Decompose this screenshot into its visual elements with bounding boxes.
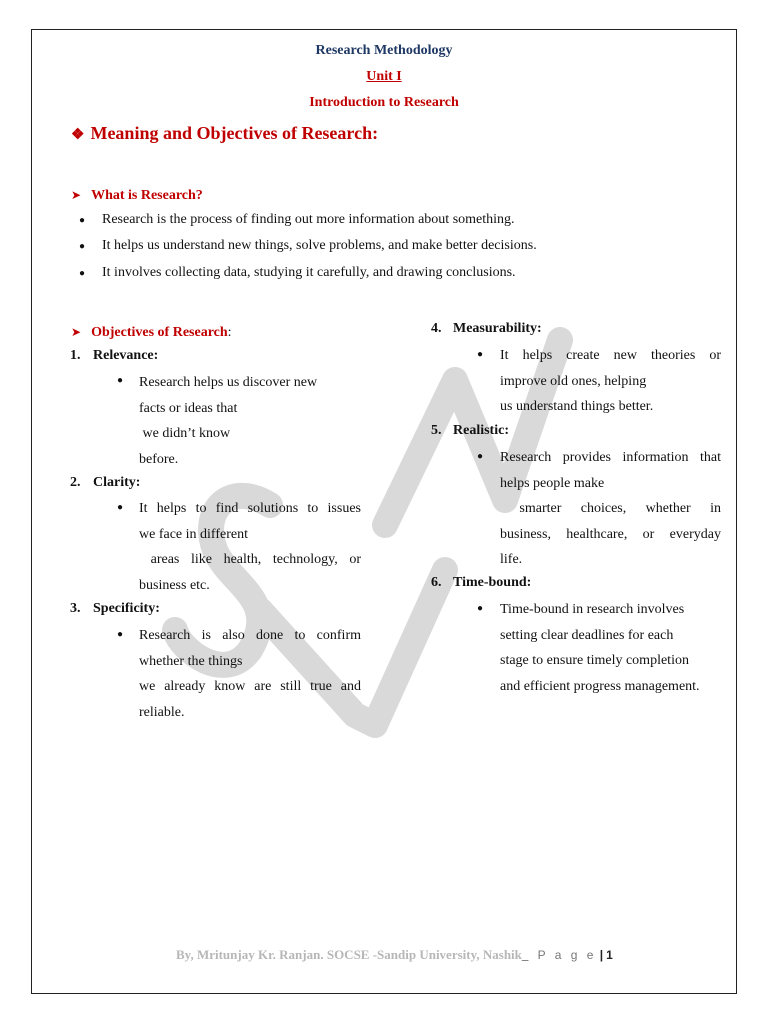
footer-underscore: _ xyxy=(521,947,529,962)
section-title xyxy=(71,123,378,144)
course-title: Research Methodology xyxy=(315,43,453,58)
text-line: stage to ensure timely completion xyxy=(500,653,689,668)
text-line: areas like health, technology, or xyxy=(139,552,361,567)
objective-body-clarity xyxy=(139,496,361,598)
bullet-dot-icon: ● xyxy=(117,375,124,386)
objective-heading-relevance xyxy=(70,348,159,364)
page-number: 1 xyxy=(606,948,613,962)
list-item-text: Research is the process of finding out more information about something. xyxy=(102,212,515,227)
page-separator: | xyxy=(599,948,604,962)
text-line: reliable. xyxy=(139,704,185,720)
objective-title: Time-bound: xyxy=(453,575,532,590)
objective-heading-specificity xyxy=(70,601,160,617)
objective-title: Relevance: xyxy=(93,348,159,363)
objective-number: 3. xyxy=(70,601,81,616)
text-line: and efficient progress management. xyxy=(500,678,700,694)
text-line: us understand things better. xyxy=(500,399,654,414)
text-line: facts or ideas that xyxy=(139,400,238,416)
text-line: we already know are still true and xyxy=(139,679,361,694)
text-line: life. xyxy=(500,552,523,567)
text-line: business, healthcare, or everyday xyxy=(500,526,721,542)
objective-number: 2. xyxy=(70,475,81,490)
text-line: we didn’t know xyxy=(139,426,231,441)
objective-heading-realistic xyxy=(431,423,509,439)
objective-heading-time-bound xyxy=(431,575,532,591)
unit-title: Unit I xyxy=(366,69,402,84)
bullet-dot-icon: ● xyxy=(477,451,484,462)
objective-number: 1. xyxy=(70,348,81,363)
text-line: helps people make xyxy=(500,475,605,491)
objectives-heading-text: Objectives of Research xyxy=(91,325,228,340)
text-line: Research provides information that xyxy=(500,450,721,465)
text-line: setting clear deadlines for each xyxy=(500,627,674,643)
objective-title: Measurability: xyxy=(453,321,542,336)
bullet-dot-icon: ● xyxy=(477,603,484,614)
arrow-bullet-icon: ➤ xyxy=(71,188,82,202)
text-line: It helps create new theories or xyxy=(500,348,721,363)
list-item-text: It involves collecting data, studying it carefully, and drawing conclusions. xyxy=(102,265,516,280)
objective-title: Realistic: xyxy=(453,423,509,438)
objective-number: 4. xyxy=(431,321,442,336)
objectives-heading-colon: : xyxy=(227,325,232,340)
text-line: business etc. xyxy=(139,577,210,593)
objective-number: 5. xyxy=(431,423,442,438)
topic-title: Introduction to Research xyxy=(309,95,459,110)
objective-body-specificity xyxy=(139,623,361,725)
text-line: It helps to find solutions to issues xyxy=(139,501,361,516)
bullet-dot-icon: ● xyxy=(79,268,86,279)
bullet-dot-icon: ● xyxy=(117,502,124,513)
text-line: whether the things xyxy=(139,653,243,669)
section-title-text: Meaning and Objectives of Research: xyxy=(90,123,379,143)
page-footer xyxy=(176,947,613,963)
arrow-bullet-icon: ➤ xyxy=(71,325,82,339)
text-line: we face in different xyxy=(139,526,248,542)
objectives-heading xyxy=(71,323,232,341)
objective-number: 6. xyxy=(431,575,442,590)
bullet-dot-icon: ● xyxy=(477,349,484,360)
what-is-heading xyxy=(71,186,203,204)
bullet-dot-icon: ● xyxy=(79,215,86,226)
bullet-dot-icon: ● xyxy=(117,629,124,640)
footer-author: By, Mritunjay Kr. Ranjan. SOCSE -Sandip University, Nashik xyxy=(176,947,522,962)
objective-body-relevance xyxy=(139,370,361,472)
what-is-heading-text: What is Research? xyxy=(91,188,203,203)
objective-body-time-bound xyxy=(500,597,724,699)
text-line: Research is also done to confirm xyxy=(139,628,361,643)
objective-title: Clarity: xyxy=(93,475,141,490)
objective-title: Specificity: xyxy=(93,601,160,616)
text-line: before. xyxy=(139,451,179,467)
list-item-text: It helps us understand new things, solve problems, and make better decisions. xyxy=(102,238,537,253)
diamond-bullet-icon: ❖ xyxy=(71,127,85,143)
text-line: smarter choices, whether in xyxy=(500,501,721,516)
bullet-dot-icon: ● xyxy=(79,241,86,252)
page-label: P a g e xyxy=(537,948,597,962)
objective-heading-clarity xyxy=(70,475,141,491)
objective-body-measurability xyxy=(500,343,721,420)
text-line: improve old ones, helping xyxy=(500,373,647,389)
objective-body-realistic xyxy=(500,445,721,573)
text-line: Research helps us discover new xyxy=(139,375,318,390)
objective-heading-measurability xyxy=(431,321,542,337)
text-line: Time-bound in research involves xyxy=(500,602,685,617)
